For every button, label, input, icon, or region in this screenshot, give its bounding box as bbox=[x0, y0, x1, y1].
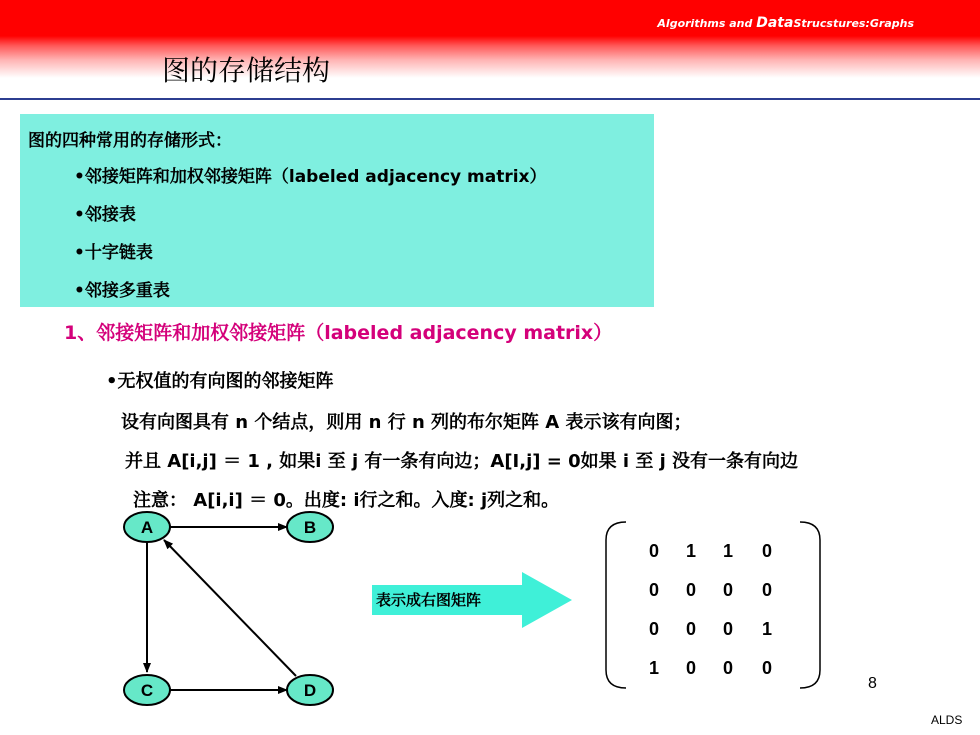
matrix-cell: 0 bbox=[761, 580, 772, 600]
node-b-label: B bbox=[303, 518, 317, 537]
matrix-cell: 1 bbox=[648, 658, 659, 678]
storage-form-item: •邻接矩阵和加权邻接矩阵（labeled adjacency matrix） bbox=[74, 167, 547, 187]
footer-label: ALDS bbox=[931, 713, 963, 727]
node-d bbox=[287, 675, 333, 705]
node-c bbox=[124, 675, 170, 705]
body-line-2: 并且 A[i,j] ＝ 1 , 如果i 至 j 有一条有向边；A[I,j] = 0如果 i 至 j 没有一条有向边 bbox=[125, 451, 799, 472]
body-line-1: 设有向图具有 n 个结点，则用 n 行 n 列的布尔矩阵 A 表示该有向图； bbox=[121, 412, 692, 433]
matrix-cell: 1 bbox=[722, 541, 733, 561]
header-text-2: Data bbox=[756, 15, 794, 31]
node-c-label: C bbox=[140, 681, 154, 700]
node-b bbox=[287, 512, 333, 542]
matrix-cell: 1 bbox=[761, 619, 772, 639]
header-text-3: Strucstures:Graphs bbox=[793, 17, 914, 30]
matrix-right-bracket bbox=[800, 522, 820, 688]
node-a-label: A bbox=[140, 518, 154, 537]
matrix-cell: 0 bbox=[722, 658, 733, 678]
matrix-cell: 1 bbox=[685, 541, 696, 561]
storage-form-item: •邻接表 bbox=[74, 205, 136, 225]
edge-d-a bbox=[164, 540, 296, 676]
header-text-1: Algorithms and bbox=[657, 17, 757, 30]
matrix-cell: 0 bbox=[722, 619, 733, 639]
storage-form-item: •十字链表 bbox=[74, 243, 153, 263]
body-line-3: 注意： A[i,i] ＝ 0。出度: i行之和。入度: j列之和。 bbox=[133, 490, 560, 511]
matrix-cell: 0 bbox=[761, 658, 772, 678]
bullet-line: •无权值的有向图的邻接矩阵 bbox=[106, 371, 334, 392]
storage-form-item: •邻接多重表 bbox=[74, 281, 170, 301]
matrix-cell: 0 bbox=[722, 580, 733, 600]
node-d-label: D bbox=[303, 681, 317, 700]
matrix-cell: 0 bbox=[761, 541, 772, 561]
matrix-cell: 0 bbox=[648, 541, 659, 561]
matrix-cell: 0 bbox=[685, 619, 696, 639]
page-number: 8 bbox=[868, 675, 877, 692]
storage-forms-heading: 图的四种常用的存储形式： bbox=[28, 131, 232, 151]
matrix-cell: 0 bbox=[648, 619, 659, 639]
section-heading: 1、邻接矩阵和加权邻接矩阵（labeled adjacency matrix） bbox=[64, 322, 613, 344]
matrix-cell: 0 bbox=[648, 580, 659, 600]
matrix-cell: 0 bbox=[685, 580, 696, 600]
matrix-left-bracket bbox=[606, 522, 626, 688]
matrix-cell: 0 bbox=[685, 658, 696, 678]
slide-title: 图的存储结构 bbox=[162, 54, 331, 87]
conversion-label: 表示成右图矩阵 bbox=[376, 591, 482, 609]
node-a bbox=[124, 512, 170, 542]
